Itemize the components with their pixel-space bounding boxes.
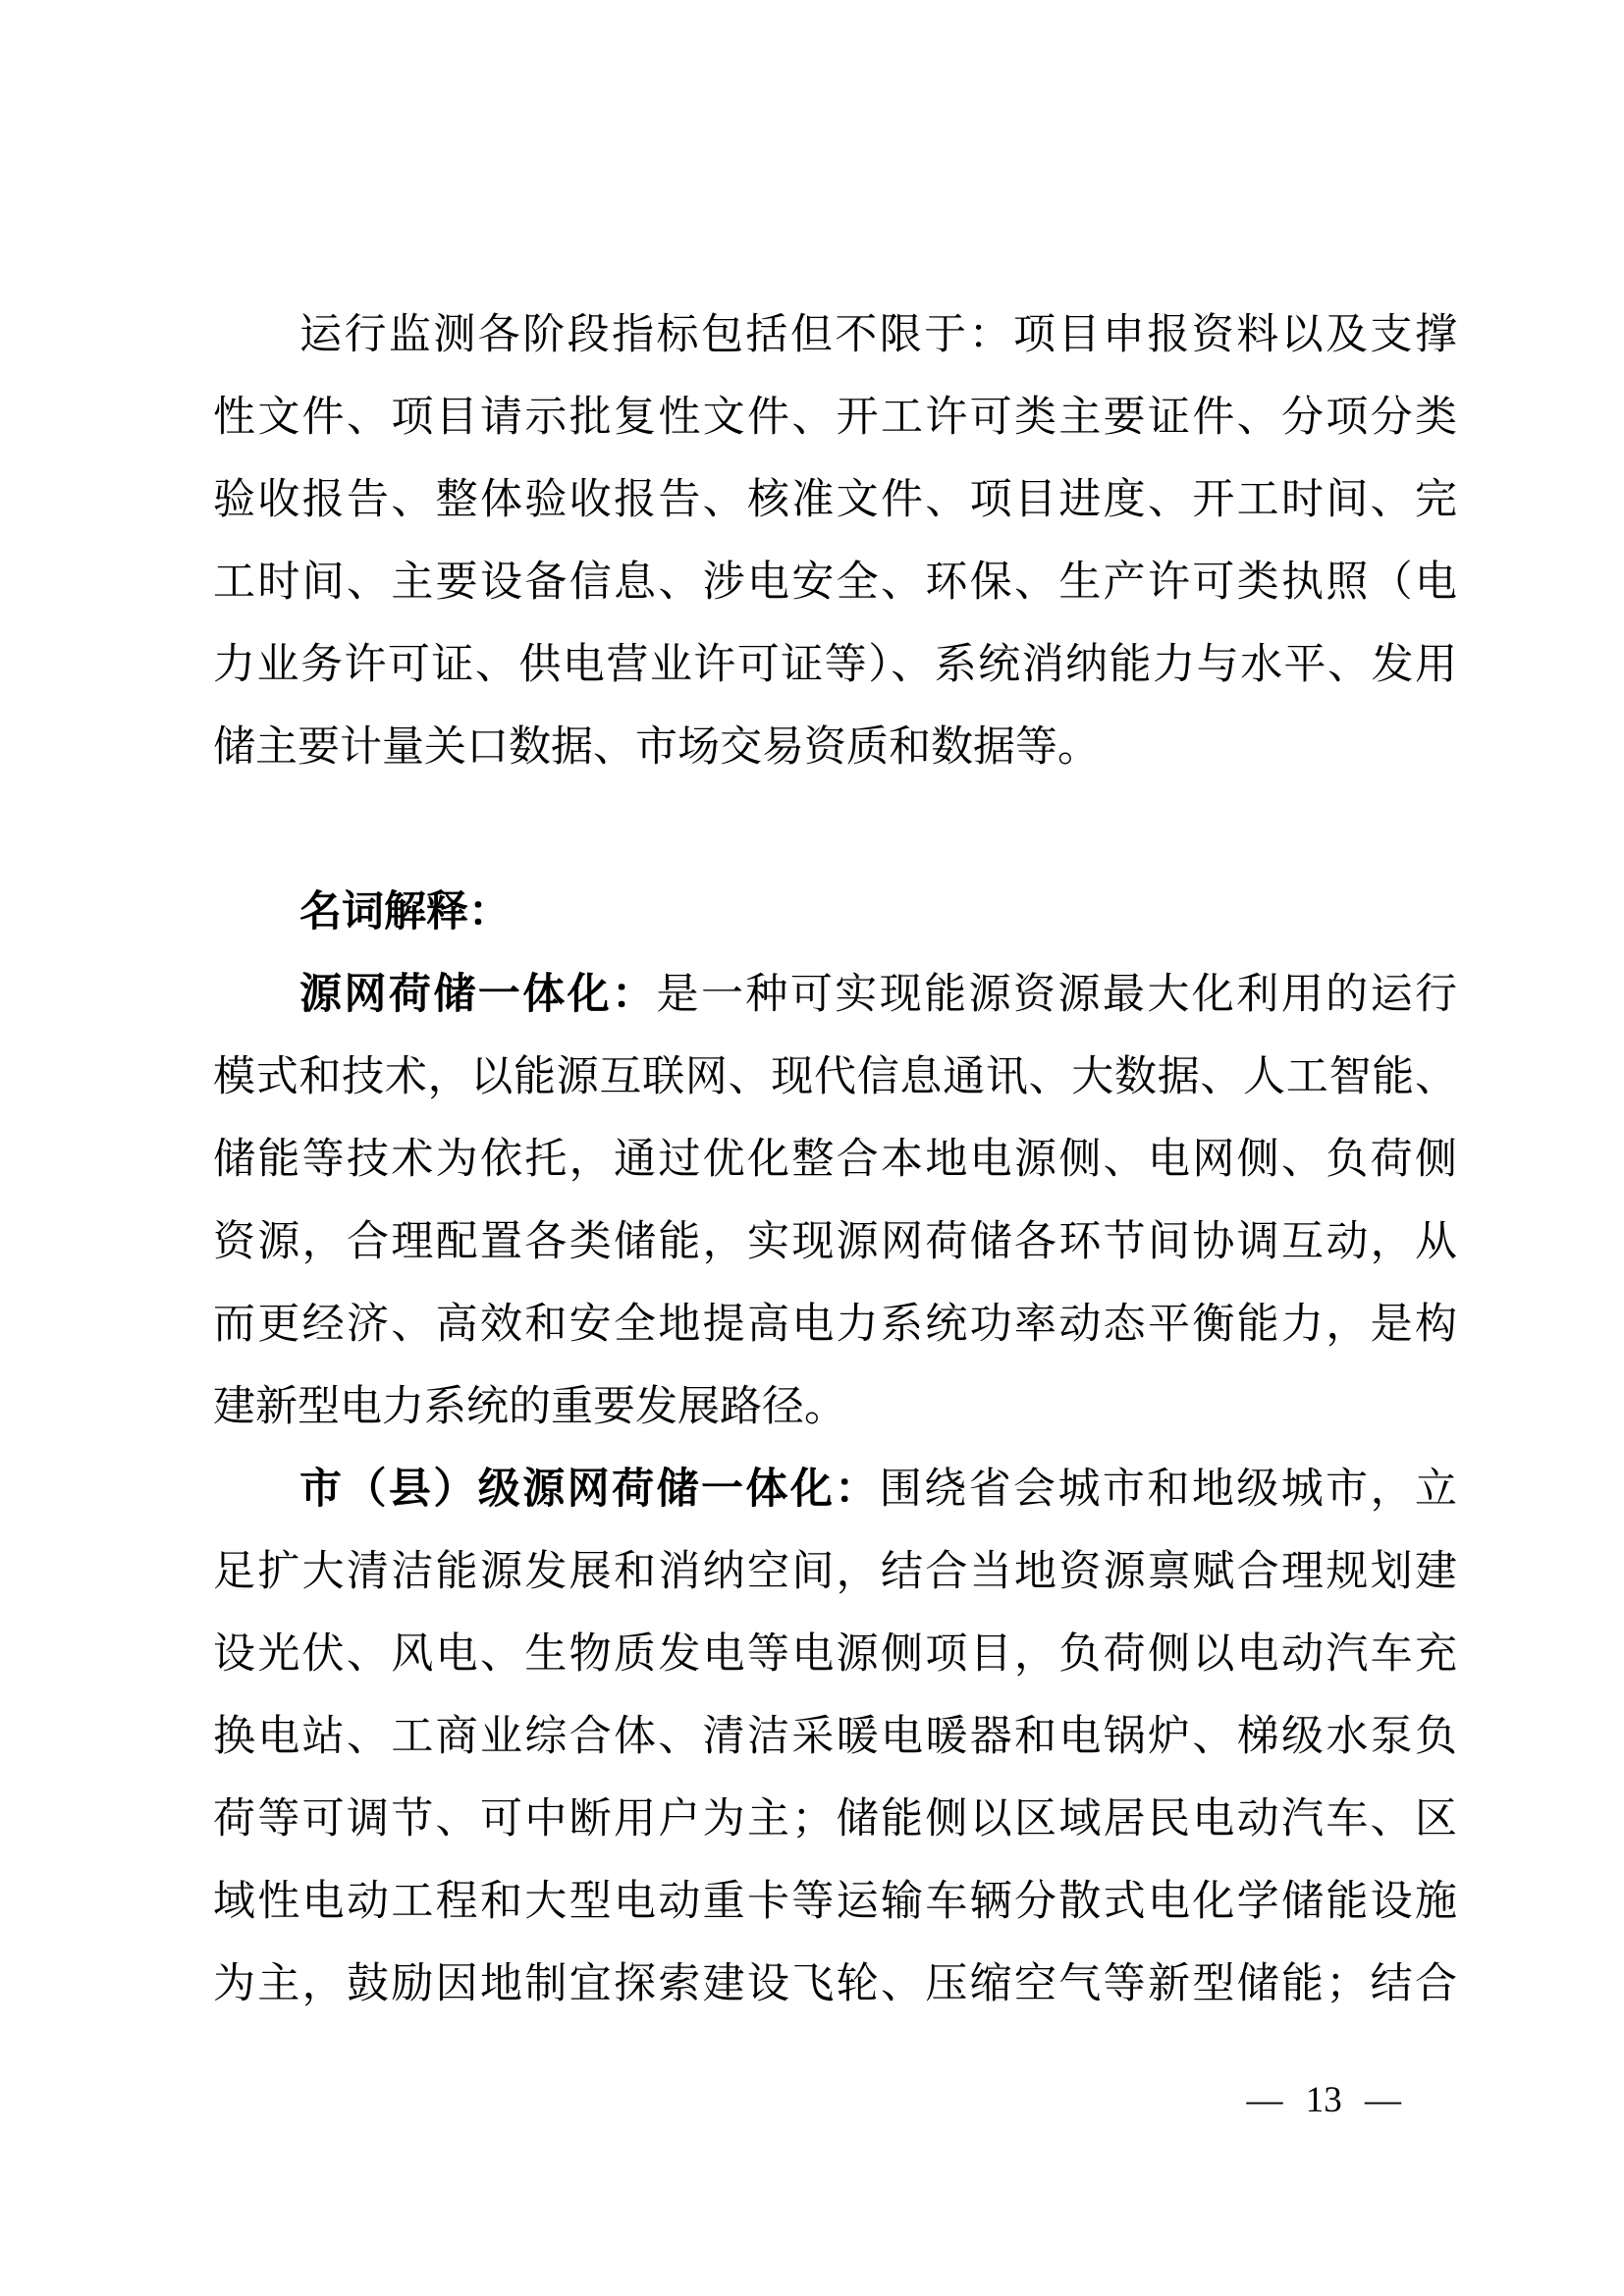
text-line: 力业务许可证、供电营业许可证等）、系统消纳能力与水平、发用 (213, 642, 1457, 688)
page-number (1247, 2079, 1402, 2122)
definition-text: 是一种可实现能源资源最大化利用的运行 (656, 972, 1458, 1018)
text-line: 验收报告、整体验收报告、核准文件、项目进度、开工时间、完 (213, 477, 1457, 523)
text-line: 性文件、项目请示批复性文件、开工许可类主要证件、分项分类 (213, 395, 1457, 441)
page-number-text: — 13 — (1246, 2080, 1401, 2120)
definition-text: 围绕省会城市和地级城市，立 (879, 1467, 1458, 1513)
definition-first-line (213, 1449, 1457, 1531)
text-line: 而更经济、高效和安全地提高电力系统功率动态平衡能力，是构 (213, 1302, 1457, 1348)
text-line: 储能等技术为依托，通过优化整合本地电源侧、电网侧、负荷侧 (213, 1137, 1457, 1183)
text-line: 为主，鼓励因地制宜探索建设飞轮、压缩空气等新型储能；结合 (213, 1961, 1457, 2007)
text-line: 模式和技术，以能源互联网、现代信息通讯、大数据、人工智能、 (213, 1054, 1457, 1100)
text-line: 储主要计量关口数据、市场交易资质和数据等。 (213, 724, 1100, 771)
text-line: 工时间、主要设备信息、涉电安全、环保、生产许可类执照（电 (213, 560, 1457, 606)
text-line: 域性电动工程和大型电动重卡等运输车辆分散式电化学储能设施 (213, 1879, 1457, 1925)
definition-term: 市（县）级源网荷储一体化： (299, 1467, 880, 1513)
text-line: 足扩大清洁能源发展和消纳空间，结合当地资源禀赋合理规划建 (213, 1549, 1457, 1595)
paragraph-spacer (213, 789, 1457, 872)
text-line: 建新型电力系统的重要发展路径。 (213, 1384, 846, 1430)
glossary-heading: 名词解释： (299, 889, 511, 935)
text-line: 运行监测各阶段指标包括但不限于：项目申报资料以及支撑 (299, 312, 1457, 358)
text-line: 荷等可调节、可中断用户为主；储能侧以区域居民电动汽车、区 (213, 1796, 1457, 1842)
definition-first-line (213, 954, 1457, 1037)
text-line: 换电站、工商业综合体、清洁采暖电暖器和电锅炉、梯级水泵负 (213, 1714, 1457, 1760)
definition-term: 源网荷储一体化： (299, 972, 657, 1018)
page-body (213, 294, 1457, 2026)
text-line: 资源，合理配置各类储能，实现源网荷储各环节间协调互动，从 (213, 1219, 1457, 1265)
text-line: 设光伏、风电、生物质发电等电源侧项目，负荷侧以电动汽车充 (213, 1631, 1457, 1678)
